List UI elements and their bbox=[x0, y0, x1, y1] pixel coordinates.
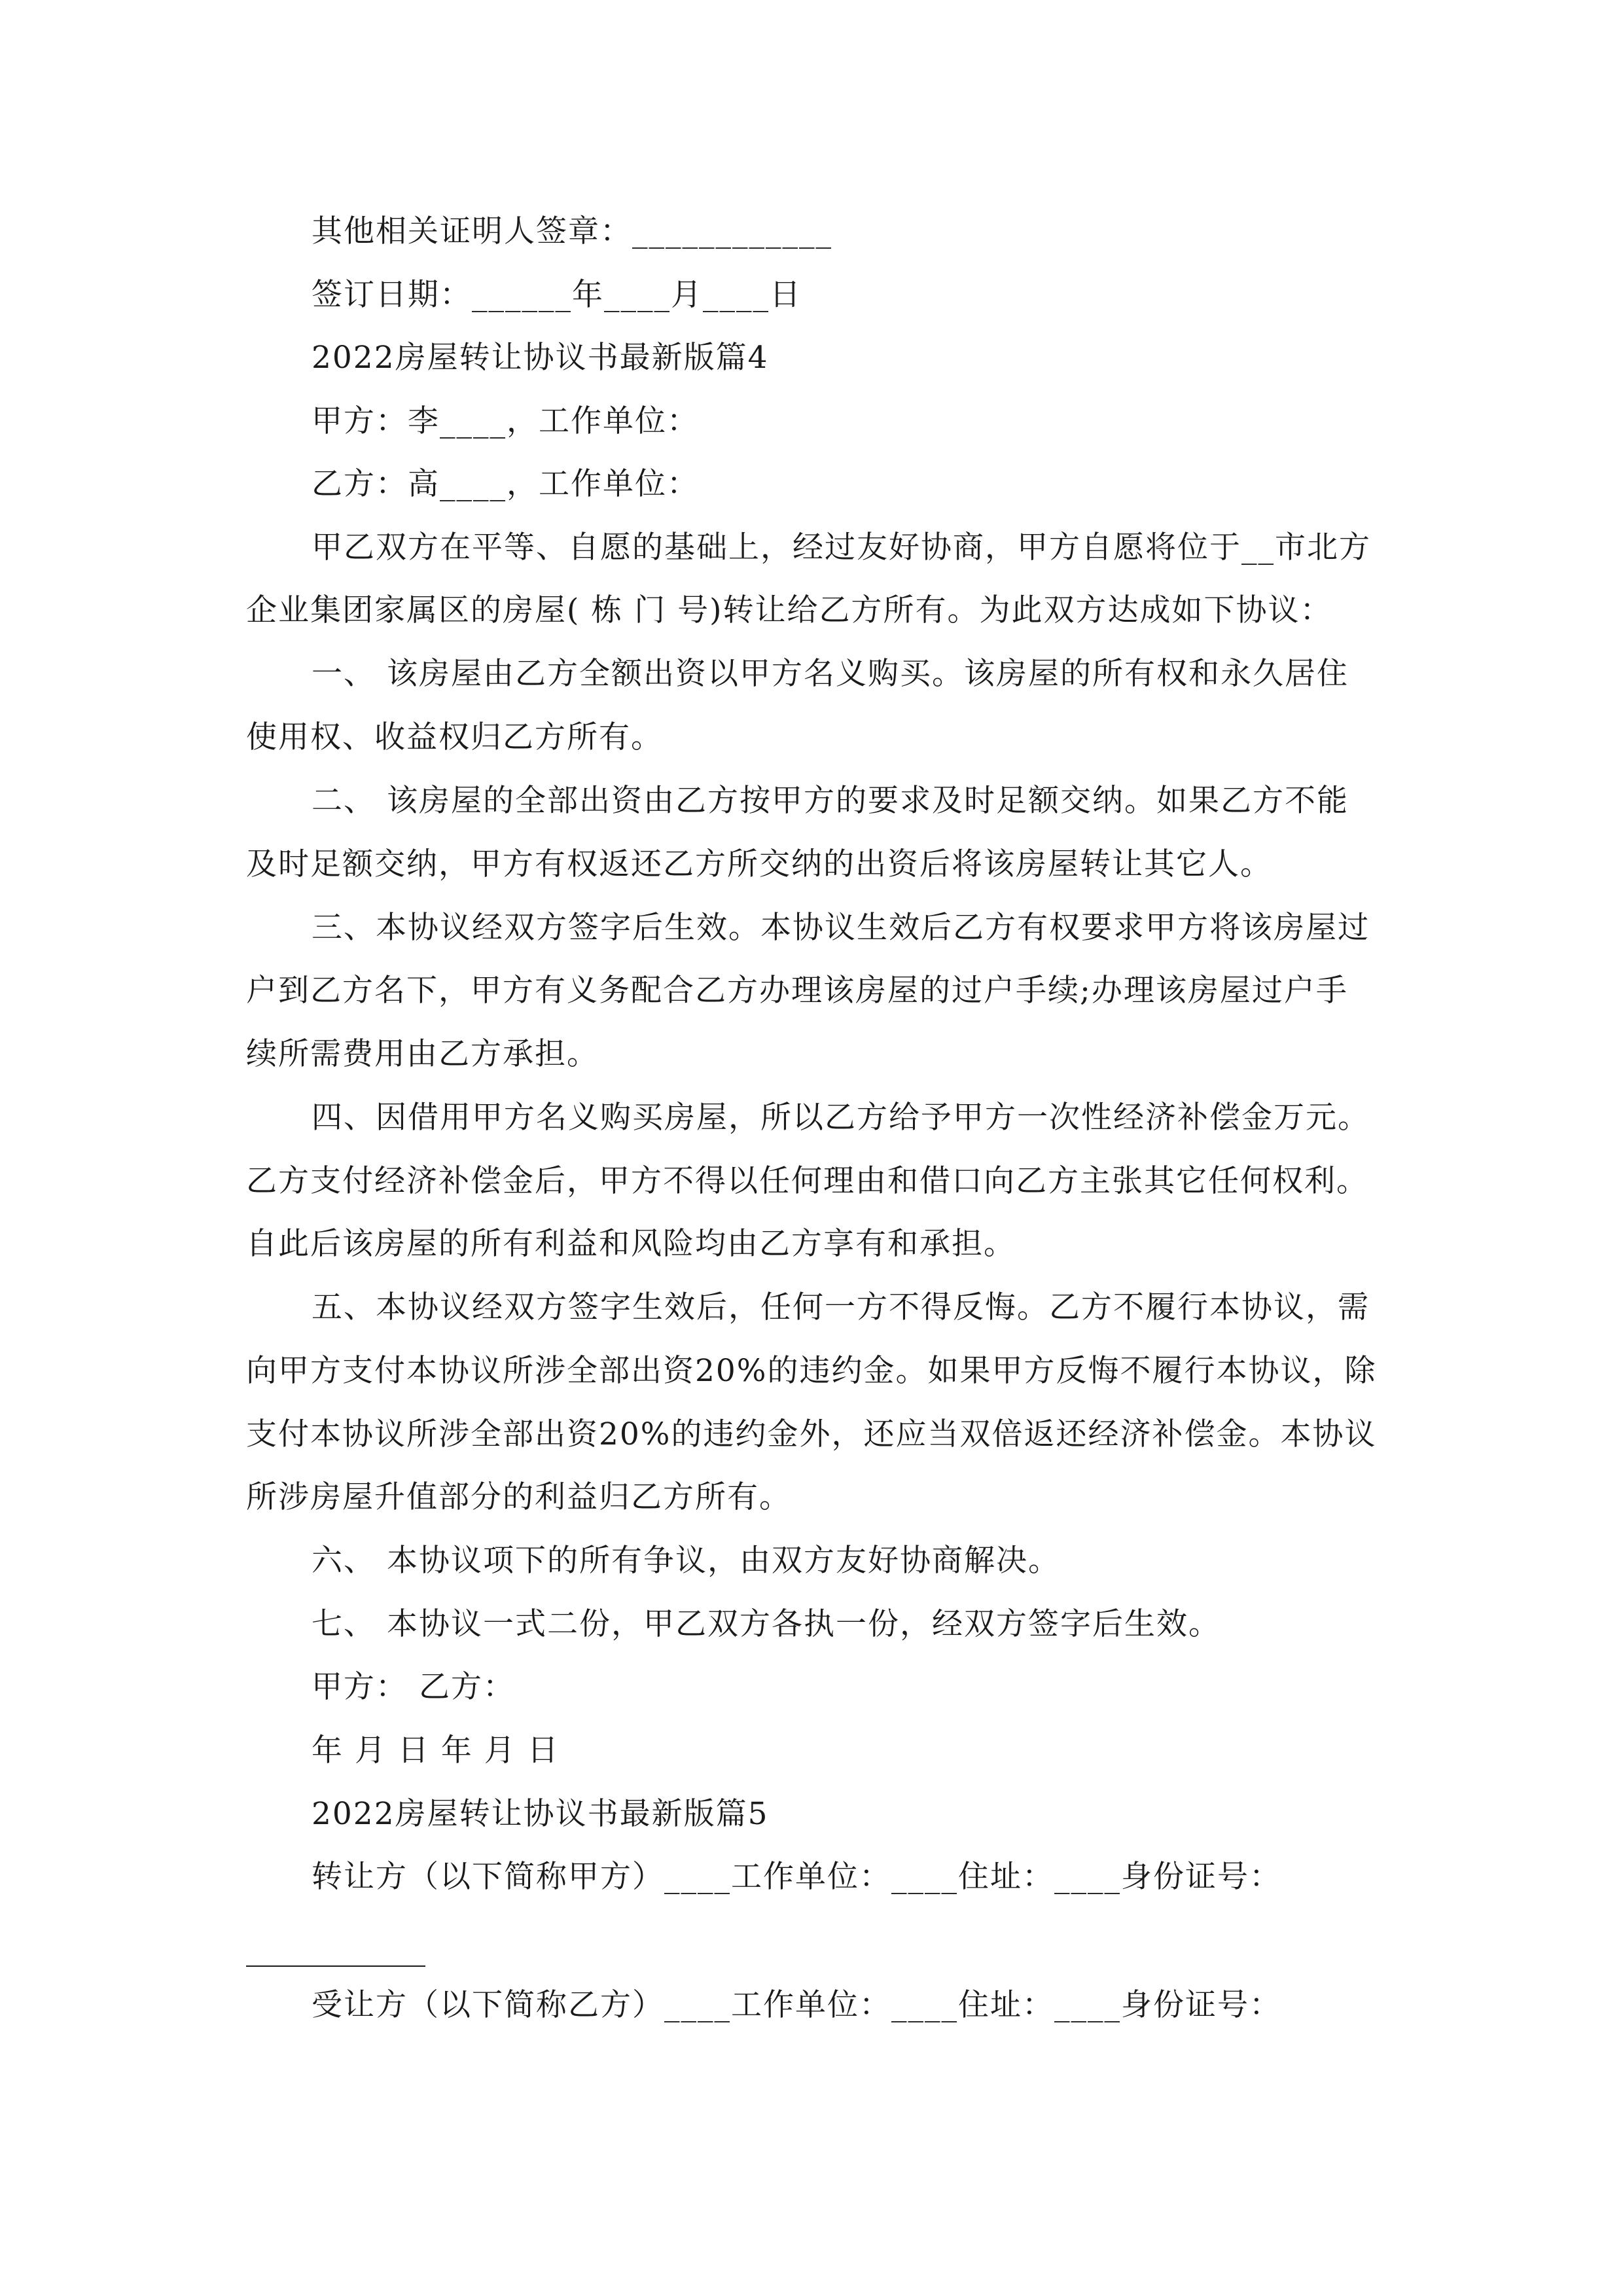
section-heading-5: 2022房屋转让协议书最新版篇5 bbox=[312, 1796, 769, 1832]
clause-2: 二、 该房屋的全部出资由乙方按甲方的要求及时足额交纳。如果乙方不能 bbox=[312, 783, 1349, 819]
clause-5-cont: 向甲方支付本协议所涉全部出资20%的违约金。如果甲方反悔不履行本协议，除 bbox=[246, 1353, 1377, 1389]
clause-7: 七、 本协议一式二份，甲乙双方各执一份，经双方签字后生效。 bbox=[312, 1606, 1221, 1642]
party-b-line: 乙方：高____，工作单位： bbox=[312, 466, 699, 502]
clause-5-cont: 支付本协议所涉全部出资20%的违约金外，还应当双倍返还经济补偿金。本协议 bbox=[246, 1416, 1377, 1452]
signature-parties: 甲方： 乙方： bbox=[312, 1669, 515, 1705]
clause-3-cont: 续所需费用由乙方承担。 bbox=[246, 1036, 599, 1072]
transferor-line: 转让方（以下简称甲方）____工作单位：____住址：____身份证号： bbox=[312, 1859, 1281, 1895]
clause-1-cont: 使用权、收益权归乙方所有。 bbox=[246, 719, 663, 755]
witness-signature-line: 其他相关证明人签章：____________ bbox=[312, 213, 832, 249]
section-heading-4: 2022房屋转让协议书最新版篇4 bbox=[312, 340, 769, 376]
clause-2-cont: 及时足额交纳，甲方有权返还乙方所交纳的出资后将该房屋转让其它人。 bbox=[246, 846, 1272, 882]
clause-4-cont: 自此后该房屋的所有利益和风险均由乙方享有和承担。 bbox=[246, 1226, 1016, 1262]
clause-4-cont: 乙方支付经济补偿金后，甲方不得以任何理由和借口向乙方主张其它任何权利。 bbox=[246, 1163, 1368, 1199]
clause-4: 四、因借用甲方名义购买房屋，所以乙方给予甲方一次性经济补偿金万元。 bbox=[312, 1100, 1370, 1136]
paragraph-line: 甲乙双方在平等、自愿的基础上，经过友好协商，甲方自愿将位于__市北方 bbox=[312, 529, 1371, 565]
paragraph-line: 企业集团家属区的房屋( 栋 门 号)转让给乙方所有。为此双方达成如下协议： bbox=[246, 592, 1332, 628]
transferee-line: 受让方（以下简称乙方）____工作单位：____住址：____身份证号： bbox=[312, 1987, 1281, 2023]
clause-5-cont: 所涉房屋升值部分的利益归乙方所有。 bbox=[246, 1479, 791, 1515]
id-number-blank bbox=[246, 1965, 425, 1967]
clause-5: 五、本协议经双方签字生效后，任何一方不得反悔。乙方不履行本协议，需 bbox=[312, 1289, 1370, 1325]
party-a-line: 甲方：李____，工作单位： bbox=[312, 403, 699, 439]
clause-3-cont: 户到乙方名下，甲方有义务配合乙方办理该房屋的过户手续;办理该房屋过户手 bbox=[246, 973, 1348, 1009]
clause-1: 一、 该房屋由乙方全额出资以甲方名义购买。该房屋的所有权和永久居住 bbox=[312, 656, 1349, 692]
signing-date-line: 签订日期：______年____月____日 bbox=[312, 277, 802, 313]
signature-dates: 年 月 日 年 月 日 bbox=[312, 1732, 560, 1768]
clause-3: 三、本协议经双方签字后生效。本协议生效后乙方有权要求甲方将该房屋过 bbox=[312, 910, 1370, 946]
clause-6: 六、 本协议项下的所有争议，由双方友好协商解决。 bbox=[312, 1543, 1060, 1579]
